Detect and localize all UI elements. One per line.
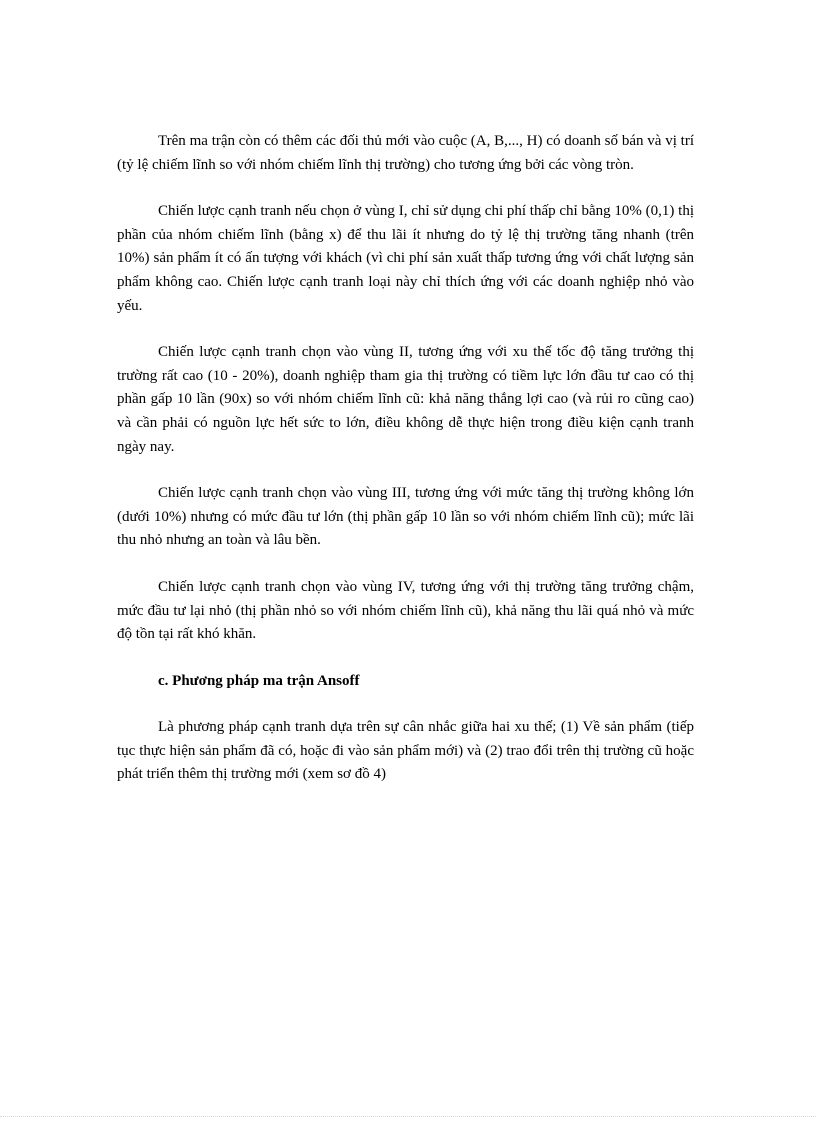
paragraph-zone-1: Chiến lược cạnh tranh nếu chọn ở vùng I, chỉ sử dụng chi phí thấp chỉ bằng 10% (0,1) thị phần của nhóm chiếm lĩnh (bằng x) để thu lãi ít nhưng do tỷ lệ thị trường tăng nhanh (trên 10%) sản phẩm ít có ấn tượng với khách (vì chi phí sản xuất thấp tương ứng với chất lượng sản phẩm không cao. Chiến lược cạnh tranh loại này chỉ thích ứng với các doanh nghiệp nhỏ vào yếu. xyxy=(117,203,694,314)
paragraph-zone-4: Chiến lược cạnh tranh chọn vào vùng IV, tương ứng với thị trường tăng trưởng chậm, mức đầu tư lại nhỏ (thị phần nhỏ so với nhóm chiếm lĩnh cũ), khả năng thu lãi quá nhỏ và mức độ tồn tại rất khó khăn. xyxy=(117,578,694,643)
paragraph-zone-3: Chiến lược cạnh tranh chọn vào vùng III, tương ứng với mức tăng thị trường không lớn (dưới 10%) nhưng có mức đầu tư lớn (thị phần gấp 10 lần so với nhóm chiếm lĩnh cũ); mức lãi thu nhỏ nhưng an toàn và lâu bền. xyxy=(117,485,694,549)
page-bottom-divider xyxy=(0,1116,816,1117)
document-body xyxy=(117,130,694,787)
paragraph-zone-2: Chiến lược cạnh tranh chọn vào vùng II, tương ứng với xu thế tốc độ tăng trưởng thị trường rất cao (10 - 20%), doanh nghiệp tham gia thị trường có tiềm lực lớn đầu tư cao có thị phần gấp 10 lần (90x) so với nhóm chiếm lĩnh cũ: khả năng thắng lợi cao (và rủi ro cũng cao) và cần phải có nguồn lực hết sức to lớn, điều không dễ thực hiện trong điều kiện cạnh tranh ngày nay. xyxy=(117,344,694,455)
section-heading-ansoff: c. Phương pháp ma trận Ansoff xyxy=(158,672,360,689)
paragraph-new-competitors: Trên ma trận còn có thêm các đối thủ mới vào cuộc (A, B,..., H) có doanh số bán và vị trí (tỷ lệ chiếm lĩnh so với nhóm chiếm lĩnh thị trường) cho tương ứng bởi các vòng tròn. xyxy=(117,133,694,173)
paragraph-ansoff-description: Là phương pháp cạnh tranh dựa trên sự cân nhắc giữa hai xu thế; (1) Về sản phẩm (tiếp tục thực hiện sản phẩm đã có, hoặc đi vào sản phẩm mới) và (2) trao đổi trên thị trường cũ hoặc phát triển thêm thị trường mới (xem sơ đồ 4) xyxy=(117,719,694,783)
